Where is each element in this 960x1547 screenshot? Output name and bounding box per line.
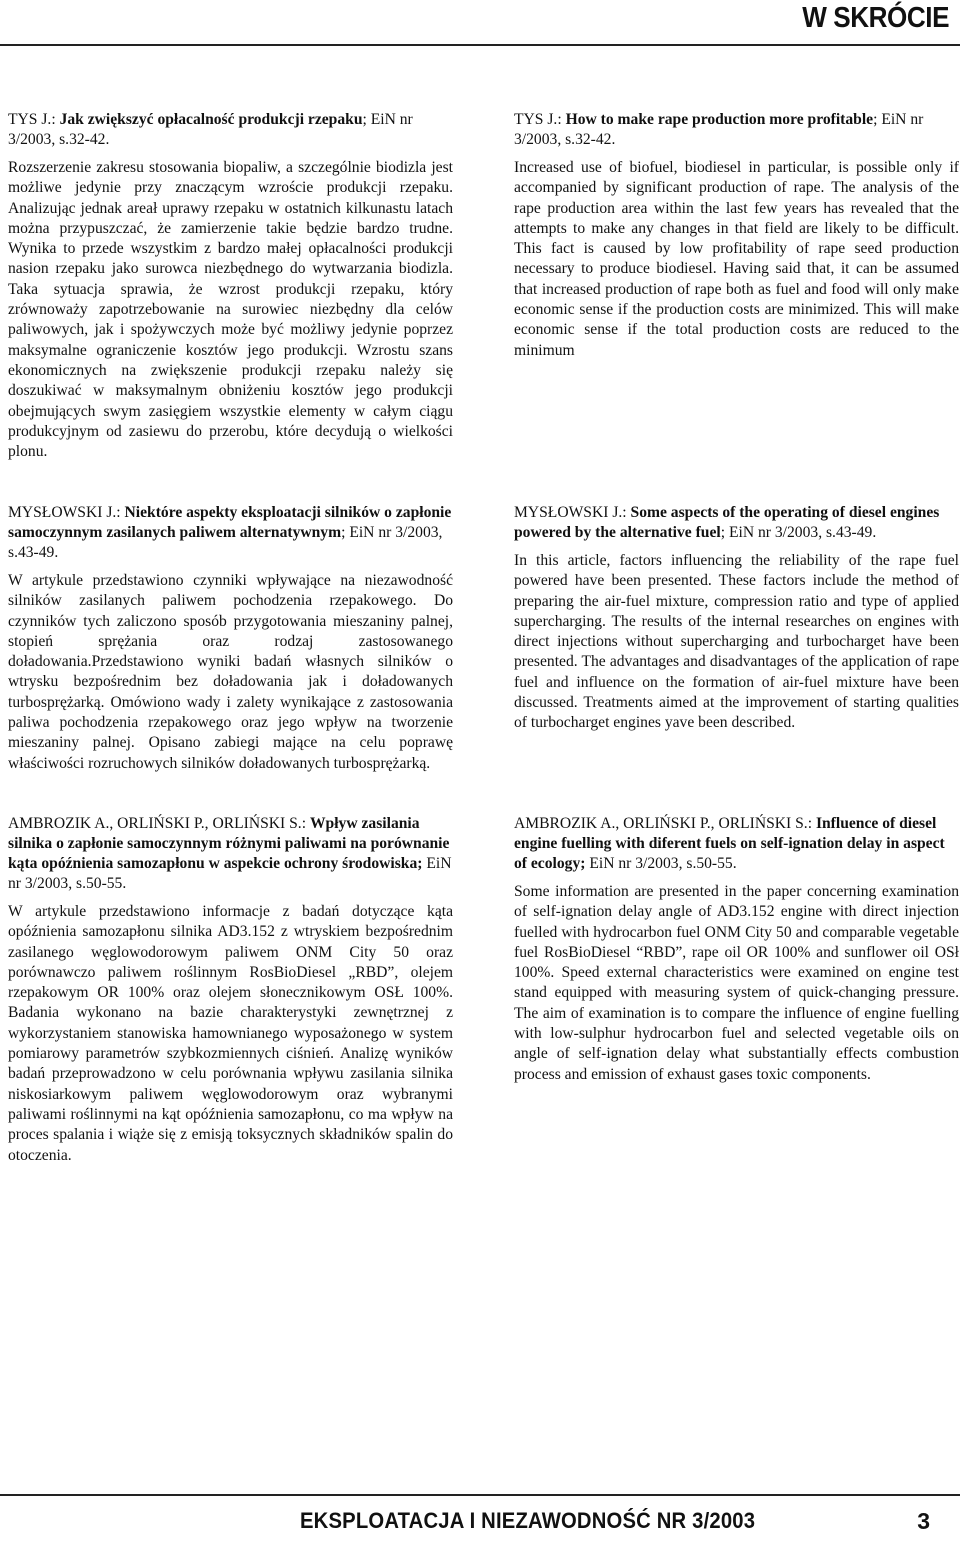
citation-ref: ; EiN nr 3/2003, s.43-49. [720,524,877,541]
citation-title: How to make rape production more profitable [565,111,874,128]
citation-authors: TYS J.: [8,111,60,128]
citation-ref: EiN nr 3/2003, s.50-55. [585,855,737,872]
abstract-text: Rozszerzenie zakresu stosowania biopaliw, a szczególnie biodizla jest możliwe jedynie przy znaczącym wzroście produkcji rzepaku. Analizując jednak areał uprawy rzepaku w ostatnich kilkunastu latach można przypuszczać, że zamierzenie takie będzie bardzo trudne. Wynika to przede wszystkim z bardzo małej opłacalności produkcji nasion rzepaku jako surowca niezbędnego do wytwarzania biodizla. Taka sytuacja sprawia, że wzrost produkcji rzepaku, który zrównoważy zapotrzebowanie na surowiec niezbędny dla celów paliwowych, jak i spożywczych może być możliwy jedynie poprzez maksymalne ograniczenie kosztów jego produkcji. Wzrostu szans ekonomicznych na zwiększenie produkcji rzepaku należy się doszukiwać w maksymalnym obniżeniu kosztów jego produkcji obejmujących swym zasięgiem wszystkie elementy w całym ciągu produkcyjnym od zasiewu do przerobu, które decydują o wielkości plonu. [8,159,453,461]
abstract-entry [514,814,959,1085]
citation-ref: ; EiN nr 3/2003, s.32-42. [8,111,413,148]
section-title: W SKRÓCIE [802,2,949,34]
page-header [0,0,960,54]
journal-name: EKSPLOATACJA I NIEZAWODNOŚĆ NR 3/2003 [300,1508,756,1533]
citation-title: Influence of diesel engine fuelling with diferent fuels on self-ignation delay in aspect of ecology; [514,815,945,872]
citation [8,503,453,563]
citation-ref: ; EiN nr 3/2003, s.43-49. [8,524,443,561]
citation-title: Niektóre aspekty eksploatacji silników o zapłonie samoczynnym zasilanych paliwem alternatywnym [8,504,452,541]
abstract-text: W artykule przedstawiono informacje z badań dotyczące kąta opóźnienia samozapłonu silnika AD3.152 z wtryskiem bezpośrednim zasilanego węglowodorowym paliwem ONM City 50 oraz porównawczo paliwem roślinnym RosBioDiesel „RBD”, olejem rzepakowym OR 100% oraz olejem słonecznikowym OSŁ 100%. Badania wykonano na bazie charakterystyki zewnętrznej z wykorzystaniem stanowiska hamownianego wyposażonego w system pomiarowy parametrów szybkozmiennych ciśnień. Analizę wyników badań przeprowadzono w celu porównania wpływu zasilania silnika niskosiarkowym paliwem węglowodorowym oraz wybranymi paliwami roślinnymi na kąt opóźnienia samozapłonu, co ma wpływ na proces spalania i wiąże się z emisją toksycznych składników spalin do otoczenia. [8,903,453,1164]
abstract-entry [514,503,959,734]
citation-authors: AMBROZIK A., ORLIŃSKI P., ORLIŃSKI S.: [514,815,816,832]
citation [8,814,453,894]
citation [514,110,959,150]
footer-divider [0,1494,960,1496]
abstract-entry [514,110,959,361]
header-divider [0,44,960,46]
citation-authors: MYSŁOWSKI J.: [8,504,125,521]
citation [514,503,959,543]
abstract-entry [8,503,453,774]
citation-title: Some aspects of the operating of diesel engines powered by the alternative fuel [514,504,940,541]
citation [8,110,453,150]
citation [514,814,959,874]
abstract-text: W artykule przedstawiono czynniki wpływające na niezawodność silników zasilanych paliwem pochodzenia rzepakowego. Do czynników tych zaliczono sposób przygotowania mieszaniny palnej, stopień sprężania oraz rodzaj zastosowanego doładowania.Przedstawiono wyniki badań własnych silników o wtrysku bezpośrednim bez doładowania jak i doładowanych turbosprężarką. Omówiono wady i zalety wynikające z zastosowania paliwa pochodzenia rzepakowego oraz jego wpływ na tworzenie mieszaniny palnej. Opisano zabiegi mające na celu poprawę właściwości rozruchowych silników doładowanych turbosprężarką. [8,572,453,772]
citation-title: Jak zwiększyć opłacalność produkcji rzepaku [59,111,363,128]
citation-ref: ; EiN nr 3/2003, s.32-42. [514,111,924,148]
citation-authors: TYS J.: [514,111,566,128]
abstract-text: Some information are presented in the paper concerning examination of self-ignation delay angle of AD3.152 engine with direct injection fuelled with hydrocarbon fuel ONM City 50 and comparable vegetable fuel RosBioDiesel “RBD”, rape oil OR 100% and sunflower oil OSł 100%. Speed external characteristics were examined on engine test stand equipped with measuring system of quick-changing pressure. The aim of examination is to compare the influence of engine fuelling with low-sulphur hydrocarbon fuel and selected vegetable oils on angle of self-ignation delay what substantially effects combustion process and emission of exhaust gases toxic components. [514,883,959,1083]
abstract-entry [8,814,453,1166]
citation-authors: MYSŁOWSKI J.: [514,504,631,521]
citation-ref: EiN nr 3/2003, s.50-55. [8,855,452,892]
abstract-text: In this article, factors influencing the reliability of the rape fuel powered have been presented. These factors include the method of preparing the air-fuel mixture, compression ratio and type of applied supercharging. The results of the internal researches on engines with direct injections without supercharging and turbocharget have been presented. The advantages and disadvantages of the application of rape fuel and influence on the formation of air-fuel mixture have been discussed. Treatments aimed at the improvement of starting qualities of turbocharget engines yave been described. [514,552,959,732]
citation-authors: AMBROZIK A., ORLIŃSKI P., ORLIŃSKI S.: [8,815,310,832]
abstract-text: Increased use of biofuel, biodiesel in particular, is possible only if accompanied by significant production of rape. The analysis of the rape production area within the last few years has revealed that the attempts to make any changes in that field are likely to be difficult. This fact is caused by low profitability of rape seed production necessary to produce biodiesel. Having said that, it can be assumed that increased production of rape both as fuel and food will only make economic sense if the production costs are minimized. This will make economic sense if the total production costs are reduced to the minimum [514,159,959,359]
page-number: 3 [917,1508,930,1534]
abstract-entry [8,110,453,462]
citation-title: Wpływ zasilania silnika o zapłonie samoczynnym różnymi paliwami na porównanie kąta opóźnienia samozapłonu w aspekcie ochrony środowiska; [8,815,450,872]
